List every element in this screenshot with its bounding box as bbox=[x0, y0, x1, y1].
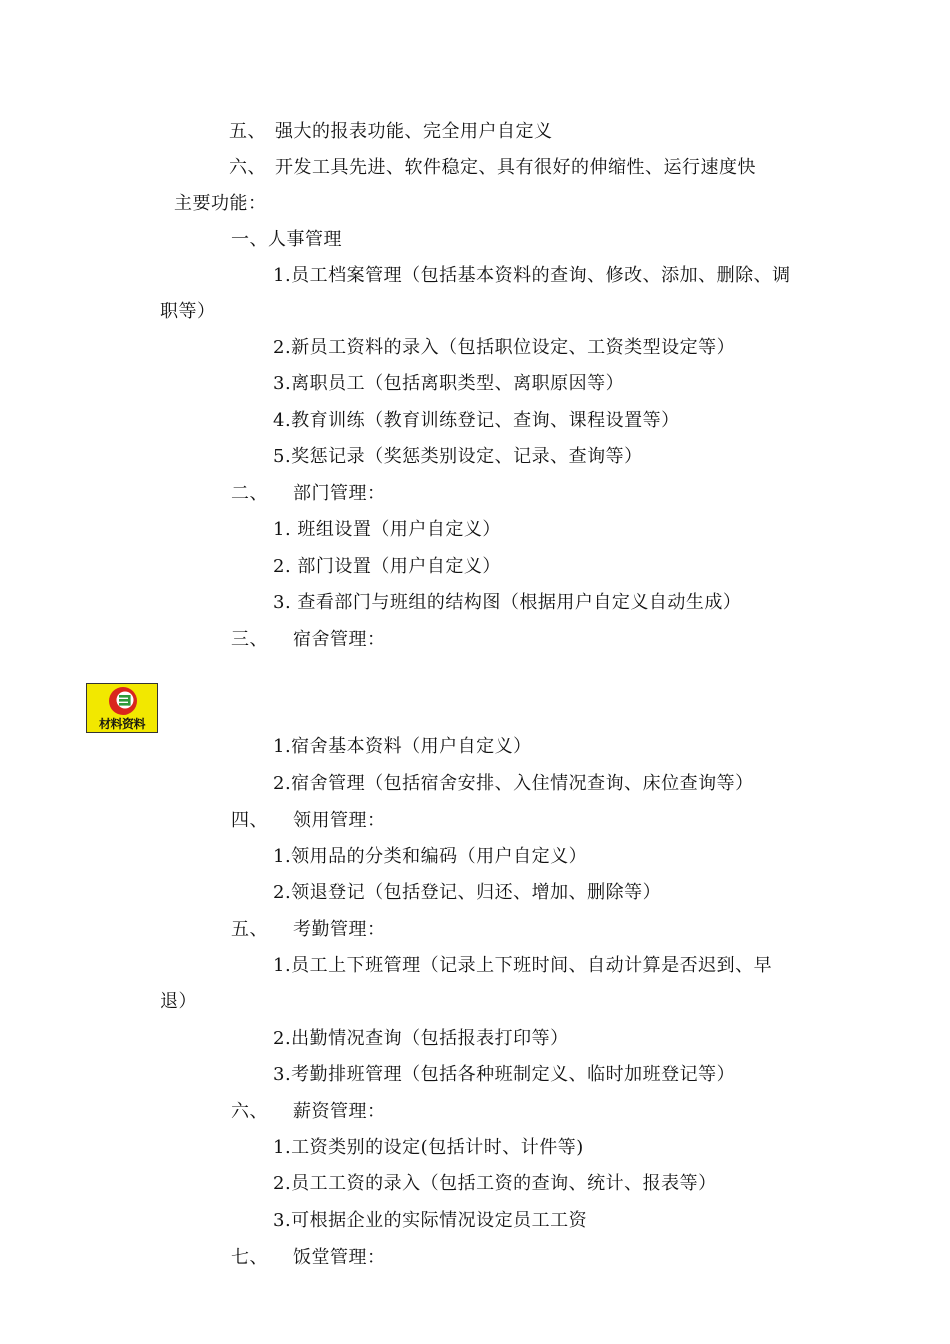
section-number: 二、 bbox=[231, 483, 268, 504]
logo-text: 材料资料 bbox=[98, 717, 145, 731]
section-heading: 主要功能： bbox=[174, 193, 267, 214]
list-item: 5.奖惩记录（奖惩类别设定、记录、查询等） bbox=[273, 446, 643, 467]
list-item: 2.新员工资料的录入（包括职位设定、工资类型设定等） bbox=[273, 337, 736, 358]
materials-logo bbox=[86, 683, 158, 733]
list-item: 4.教育训练（教育训练登记、查询、课程设置等） bbox=[273, 410, 680, 431]
list-item: 3.可根据企业的实际情况设定员工工资 bbox=[273, 1210, 588, 1231]
section-title-attendance bbox=[231, 918, 386, 942]
list-item: 3.考勤排班管理（包括各种班制定义、临时加班登记等） bbox=[273, 1064, 736, 1085]
list-item: 2. 部门设置（用户自定义） bbox=[273, 556, 501, 577]
list-item: 1.员工档案管理（包括基本资料的查询、修改、添加、删除、调 bbox=[273, 265, 791, 286]
list-item-continuation: 退） bbox=[160, 991, 197, 1012]
section-title-personnel: 一、人事管理 bbox=[231, 229, 342, 250]
logo-emblem-icon bbox=[108, 686, 138, 716]
section-title-department bbox=[231, 482, 386, 506]
section-number: 七、 bbox=[231, 1247, 268, 1268]
list-item: 2.出勤情况查询（包括报表打印等） bbox=[273, 1028, 569, 1049]
section-number: 六、 bbox=[231, 1101, 268, 1122]
section-title-dormitory bbox=[231, 628, 386, 652]
item-text: 强大的报表功能、完全用户自定义 bbox=[275, 121, 553, 142]
section-label: 薪资管理： bbox=[293, 1101, 386, 1122]
list-item: 3.离职员工（包括离职类型、离职原因等） bbox=[273, 373, 625, 394]
list-item-continuation: 职等） bbox=[160, 301, 216, 322]
list-item: 2.员工工资的录入（包括工资的查询、统计、报表等） bbox=[273, 1173, 717, 1194]
list-item: 1.员工上下班管理（记录上下班时间、自动计算是否迟到、早 bbox=[273, 955, 773, 976]
section-number: 五、 bbox=[231, 919, 268, 940]
section-label: 宿舍管理： bbox=[293, 629, 386, 650]
section-label: 领用管理： bbox=[293, 810, 386, 831]
section-title-requisition bbox=[231, 809, 386, 833]
list-item: 2.领退登记（包括登记、归还、增加、删除等） bbox=[273, 882, 662, 903]
item-number: 五、 bbox=[229, 121, 266, 142]
section-label: 饭堂管理： bbox=[293, 1247, 386, 1268]
list-item: 1.领用品的分类和编码（用户自定义） bbox=[273, 846, 588, 867]
item-number: 六、 bbox=[229, 157, 266, 178]
section-number: 三、 bbox=[231, 629, 268, 650]
list-item: 1. 班组设置（用户自定义） bbox=[273, 519, 501, 540]
section-label: 部门管理： bbox=[293, 483, 386, 504]
list-item: 1.宿舍基本资料（用户自定义） bbox=[273, 736, 532, 757]
list-item bbox=[229, 120, 553, 144]
item-text: 开发工具先进、软件稳定、具有很好的伸缩性、运行速度快 bbox=[275, 157, 756, 178]
section-title-payroll bbox=[231, 1100, 386, 1124]
list-item: 3. 查看部门与班组的结构图（根据用户自定义自动生成） bbox=[273, 592, 742, 613]
list-item: 1.工资类别的设定(包括计时、计件等) bbox=[273, 1137, 584, 1158]
list-item bbox=[229, 156, 756, 180]
section-number: 四、 bbox=[231, 810, 268, 831]
list-item: 2.宿舍管理（包括宿舍安排、入住情况查询、床位查询等） bbox=[273, 773, 754, 794]
section-title-canteen bbox=[231, 1246, 386, 1270]
section-label: 考勤管理： bbox=[293, 919, 386, 940]
